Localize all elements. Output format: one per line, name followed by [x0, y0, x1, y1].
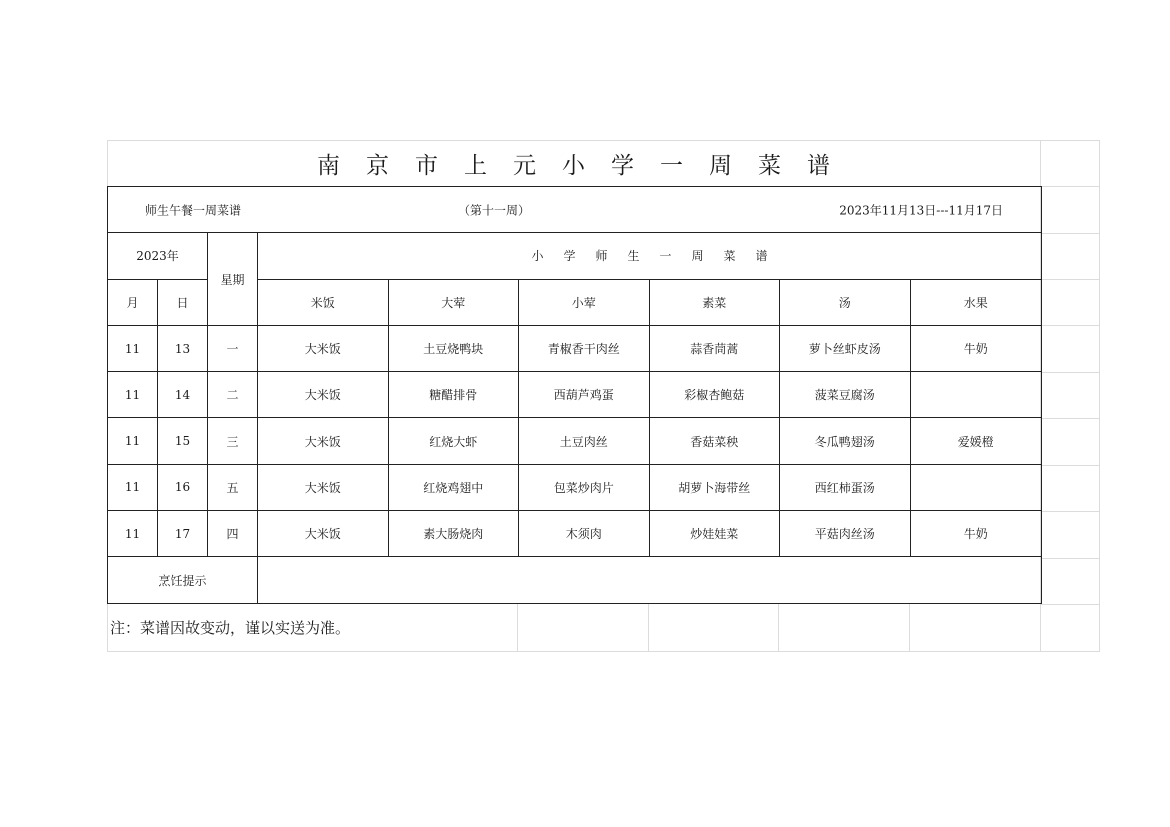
month-cell: 11: [108, 325, 158, 371]
weekday-cell: 二: [208, 372, 258, 418]
month-cell: 11: [108, 511, 158, 557]
fruit-cell: 爱媛橙: [910, 418, 1042, 464]
rice-cell: 大米饭: [258, 511, 389, 557]
subheader-row: [108, 187, 1042, 233]
day-cell: 13: [158, 325, 208, 371]
day-cell: 14: [158, 372, 208, 418]
soup-cell: 冬瓜鸭翅汤: [780, 418, 911, 464]
rice-cell: 大米饭: [258, 325, 389, 371]
main-meat-cell: 糖醋排骨: [388, 372, 519, 418]
soup-cell: 平菇肉丝汤: [780, 511, 911, 557]
main-meat-cell: 土豆烧鸭块: [388, 325, 519, 371]
menu-table: [107, 186, 1042, 604]
soup-cell: 菠菜豆腐汤: [780, 372, 911, 418]
cooking-tips-label: 烹饪提示: [108, 557, 258, 603]
rice-cell: 大米饭: [258, 418, 389, 464]
day-header: 日: [158, 279, 208, 325]
vegetable-cell: 蒜香茼蒿: [649, 325, 780, 371]
day-cell: 17: [158, 511, 208, 557]
month-header: 月: [108, 279, 158, 325]
fruit-cell: 牛奶: [910, 325, 1042, 371]
table-row: [108, 372, 1042, 418]
date-range: 2023年11月13日---11月17日: [839, 203, 1004, 218]
column-header-vegetable: 素菜: [649, 279, 780, 325]
month-cell: 11: [108, 418, 158, 464]
weekday-header: 星期: [208, 233, 258, 326]
column-header-main-meat: 大荤: [388, 279, 519, 325]
vegetable-cell: 炒娃娃菜: [649, 511, 780, 557]
day-cell: 16: [158, 464, 208, 510]
day-cell: 15: [158, 418, 208, 464]
weekday-cell: 三: [208, 418, 258, 464]
fruit-cell: [910, 464, 1042, 510]
main-meat-cell: 红烧鸡翅中: [388, 464, 519, 510]
side-meat-cell: 青椒香干肉丝: [519, 325, 650, 371]
table-row: [108, 464, 1042, 510]
rice-cell: 大米饭: [258, 464, 389, 510]
soup-cell: 西红柿蛋汤: [780, 464, 911, 510]
month-cell: 11: [108, 464, 158, 510]
vegetable-cell: 香菇菜秧: [649, 418, 780, 464]
fruit-cell: [910, 372, 1042, 418]
weekday-cell: 五: [208, 464, 258, 510]
footnote: 注：菜谱因故变动，谨以实送为准。: [110, 619, 351, 637]
subheader-left: 师生午餐一周菜谱: [145, 203, 242, 218]
year-cell: 2023年: [108, 233, 208, 279]
table-row: [108, 511, 1042, 557]
column-header-side-meat: 小荤: [519, 279, 650, 325]
cooking-tips-value: [258, 557, 1042, 603]
page-title: 南京市上元小学一周菜谱: [317, 152, 856, 179]
section-title: 小学师生一周菜谱: [258, 233, 1042, 279]
fruit-cell: 牛奶: [910, 511, 1042, 557]
vegetable-cell: 胡萝卜海带丝: [649, 464, 780, 510]
column-header-rice: 米饭: [258, 279, 389, 325]
weekday-cell: 一: [208, 325, 258, 371]
soup-cell: 萝卜丝虾皮汤: [780, 325, 911, 371]
column-header-fruit: 水果: [910, 279, 1042, 325]
week-number: （第十一周）: [458, 203, 531, 218]
rice-cell: 大米饭: [258, 372, 389, 418]
vegetable-cell: 彩椒杏鲍菇: [649, 372, 780, 418]
month-cell: 11: [108, 372, 158, 418]
side-meat-cell: 土豆肉丝: [519, 418, 650, 464]
column-header-soup: 汤: [780, 279, 911, 325]
side-meat-cell: 木须肉: [519, 511, 650, 557]
table-row: [108, 418, 1042, 464]
main-meat-cell: 素大肠烧肉: [388, 511, 519, 557]
main-meat-cell: 红烧大虾: [388, 418, 519, 464]
side-meat-cell: 西葫芦鸡蛋: [519, 372, 650, 418]
side-meat-cell: 包菜炒肉片: [519, 464, 650, 510]
table-row: [108, 325, 1042, 371]
weekday-cell: 四: [208, 511, 258, 557]
